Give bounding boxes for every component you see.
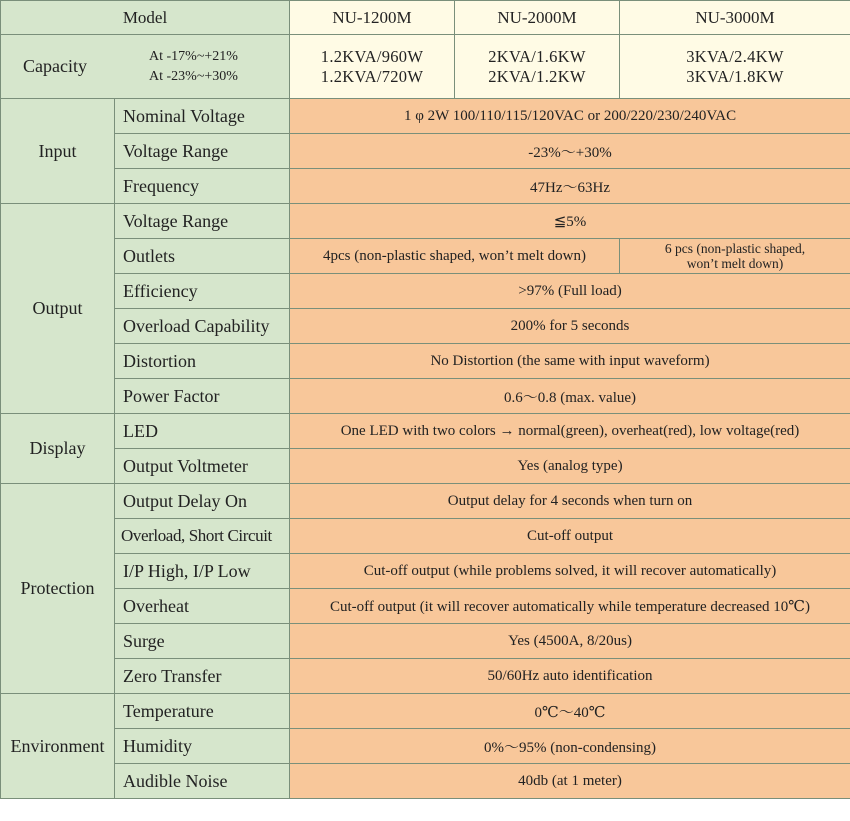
table-row <box>1 379 850 414</box>
param-value: No Distortion (the same with input waveform) <box>290 344 850 379</box>
model-nu1200m: NU-1200M <box>290 1 455 35</box>
param-label: Efficiency <box>115 274 290 309</box>
param-label: Voltage Range <box>115 204 290 239</box>
capacity-nu1200m-line1: 1.2KVA/960W <box>320 46 424 66</box>
table-row <box>1 519 850 554</box>
model-label: Model <box>1 1 290 35</box>
param-label: Overload Capability <box>115 309 290 344</box>
table-row <box>1 309 850 344</box>
capacity-row <box>1 35 850 99</box>
table-row <box>1 239 850 274</box>
param-value: 1 φ 2W 100/110/115/120VAC or 200/220/230/240VAC <box>290 99 850 134</box>
param-label: Nominal Voltage <box>115 99 290 134</box>
param-label: Voltage Range <box>115 134 290 169</box>
table-row <box>1 204 850 239</box>
capacity-label: Capacity <box>23 56 87 76</box>
param-value: 0℃～40℃ <box>290 694 850 729</box>
table-row <box>1 169 850 204</box>
param-label: Output Voltmeter <box>115 449 290 484</box>
param-label: Surge <box>115 624 290 659</box>
param-label: Overheat <box>115 589 290 624</box>
param-value: Cut-off output (it will recover automatically while temperature decreased 10℃) <box>290 589 850 624</box>
group-input: Input <box>1 99 115 204</box>
table-row <box>1 449 850 484</box>
group-output: Output <box>1 204 115 414</box>
table-row <box>1 624 850 659</box>
param-value: 40db (at 1 meter) <box>290 764 850 799</box>
table-row <box>1 134 850 169</box>
param-label: Audible Noise <box>115 764 290 799</box>
capacity-nu1200m-line2: 1.2KVA/720W <box>320 66 424 86</box>
capacity-condition-1: At -17%~+21% <box>149 48 238 64</box>
param-label: Output Delay On <box>115 484 290 519</box>
outlets-value-small-models: 4pcs (non-plastic shaped, won’t melt down) <box>290 239 620 274</box>
capacity-nu3000m-line1: 3KVA/2.4KW <box>686 46 784 66</box>
param-label: LED <box>115 414 290 449</box>
header-row <box>1 1 850 35</box>
param-value: Cut-off output <box>290 519 850 554</box>
param-label: Power Factor <box>115 379 290 414</box>
table-row <box>1 694 850 729</box>
table-row <box>1 99 850 134</box>
param-value: 47Hz～63Hz <box>290 169 850 204</box>
param-value: Yes (analog type) <box>290 449 850 484</box>
capacity-nu2000m-line1: 2KVA/1.6KW <box>488 46 586 66</box>
param-value: 0.6～0.8 (max. value) <box>290 379 850 414</box>
capacity-nu1200m <box>290 35 455 99</box>
param-value: 0%～95% (non-condensing) <box>290 729 850 764</box>
table-row <box>1 344 850 379</box>
table-row <box>1 414 850 449</box>
param-value: Yes (4500A, 8/20us) <box>290 624 850 659</box>
table-row <box>1 659 850 694</box>
param-value: 50/60Hz auto identification <box>290 659 850 694</box>
table-row <box>1 484 850 519</box>
param-label: Outlets <box>115 239 290 274</box>
param-label: Overload, Short Circuit <box>115 519 290 554</box>
param-label: Humidity <box>115 729 290 764</box>
table-row <box>1 589 850 624</box>
capacity-conditions <box>123 47 238 87</box>
outlets-value-large-line1: 6 pcs (non-plastic shaped, <box>664 241 806 256</box>
capacity-nu3000m <box>620 35 850 99</box>
outlets-value-large-model <box>620 239 850 274</box>
table-row <box>1 274 850 309</box>
param-label: Temperature <box>115 694 290 729</box>
param-label: Frequency <box>115 169 290 204</box>
table-row <box>1 554 850 589</box>
table-row <box>1 764 850 799</box>
param-value: -23%～+30% <box>290 134 850 169</box>
capacity-nu3000m-line2: 3KVA/1.8KW <box>686 66 784 86</box>
param-value: >97% (Full load) <box>290 274 850 309</box>
param-value: Output delay for 4 seconds when turn on <box>290 484 850 519</box>
capacity-nu2000m-line2: 2KVA/1.2KW <box>488 66 586 86</box>
group-display: Display <box>1 414 115 484</box>
param-label: Zero Transfer <box>115 659 290 694</box>
table-row <box>1 729 850 764</box>
param-label: I/P High, I/P Low <box>115 554 290 589</box>
model-nu2000m: NU-2000M <box>455 1 620 35</box>
capacity-condition-2: At -23%~+30% <box>149 68 238 84</box>
group-protection: Protection <box>1 484 115 694</box>
capacity-label-cell <box>1 35 290 99</box>
param-value: 200% for 5 seconds <box>290 309 850 344</box>
group-environment: Environment <box>1 694 115 799</box>
param-value: One LED with two colors → normal(green), overheat(red), low voltage(red) <box>290 414 850 449</box>
param-value: Cut-off output (while problems solved, it will recover automatically) <box>290 554 850 589</box>
param-label: Distortion <box>115 344 290 379</box>
param-value: ≦5% <box>290 204 850 239</box>
outlets-value-large-line2: won’t melt down) <box>686 256 784 271</box>
capacity-nu2000m <box>455 35 620 99</box>
model-nu3000m: NU-3000M <box>620 1 850 35</box>
